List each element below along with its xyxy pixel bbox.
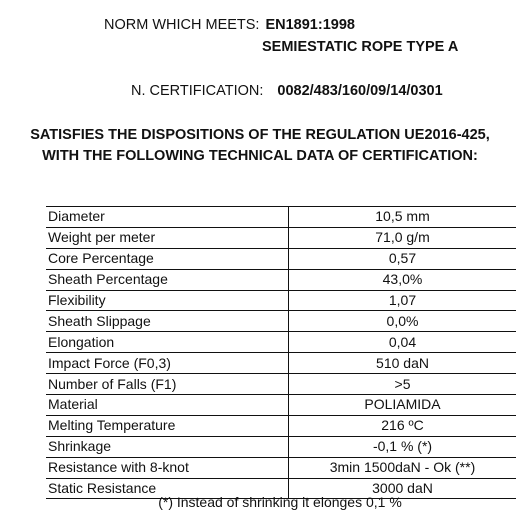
- property-name: Weight per meter: [46, 227, 289, 248]
- technical-data-table: [46, 206, 516, 499]
- property-name: Shrinkage: [46, 436, 289, 457]
- property-value: 0,0%: [289, 311, 517, 332]
- table-row: [46, 353, 516, 374]
- norm-line: [104, 17, 355, 33]
- statement-line-2: WITH THE FOLLOWING TECHNICAL DATA OF CERTIFICATION:: [42, 148, 478, 164]
- statement-line-1: SATISFIES THE DISPOSITIONS OF THE REGULATION UE2016-425,: [30, 127, 490, 143]
- property-value: 3000 daN: [289, 478, 517, 499]
- property-name: Number of Falls (F1): [46, 374, 289, 395]
- property-value: 3min 1500daN - Ok (**): [289, 457, 517, 478]
- norm-label: NORM WHICH MEETS:: [104, 17, 260, 33]
- property-value: 0,57: [289, 248, 517, 269]
- certification-value: 0082/483/160/09/14/0301: [277, 83, 443, 99]
- table-row: [46, 269, 516, 290]
- table-row: [46, 290, 516, 311]
- table-row: [46, 227, 516, 248]
- property-name: Elongation: [46, 332, 289, 353]
- property-value: 71,0 g/m: [289, 227, 517, 248]
- property-value: 1,07: [289, 290, 517, 311]
- table-row: [46, 248, 516, 269]
- property-name: Impact Force (F0,3): [46, 353, 289, 374]
- property-value: POLIAMIDA: [289, 395, 517, 416]
- table-row: [46, 457, 516, 478]
- property-value: 10,5 mm: [289, 207, 517, 228]
- property-name: Material: [46, 395, 289, 416]
- table-row: [46, 311, 516, 332]
- footnote: (*) Instead of shrinking it elonges 0,1 %: [158, 494, 402, 510]
- property-name: Diameter: [46, 207, 289, 228]
- table-row: [46, 332, 516, 353]
- property-name: Sheath Slippage: [46, 311, 289, 332]
- table-row: [46, 207, 516, 228]
- property-name: Static Resistance: [46, 478, 289, 499]
- table-row: [46, 395, 516, 416]
- certification-label: N. CERTIFICATION:: [131, 83, 264, 99]
- rope-type: SEMIESTATIC ROPE TYPE A: [262, 39, 459, 55]
- table-row: [46, 374, 516, 395]
- property-name: Sheath Percentage: [46, 269, 289, 290]
- property-value: 216 ºC: [289, 415, 517, 436]
- certification-line: [131, 83, 443, 99]
- property-value: 510 daN: [289, 353, 517, 374]
- table-row: [46, 415, 516, 436]
- property-name: Flexibility: [46, 290, 289, 311]
- norm-value: EN1891:1998: [265, 17, 355, 33]
- property-name: Core Percentage: [46, 248, 289, 269]
- property-name: Resistance with 8-knot: [46, 457, 289, 478]
- property-name: Melting Temperature: [46, 415, 289, 436]
- table-row: [46, 436, 516, 457]
- property-value: 43,0%: [289, 269, 517, 290]
- property-value: -0,1 % (*): [289, 436, 517, 457]
- property-value: >5: [289, 374, 517, 395]
- regulation-statement: [0, 125, 520, 167]
- property-value: 0,04: [289, 332, 517, 353]
